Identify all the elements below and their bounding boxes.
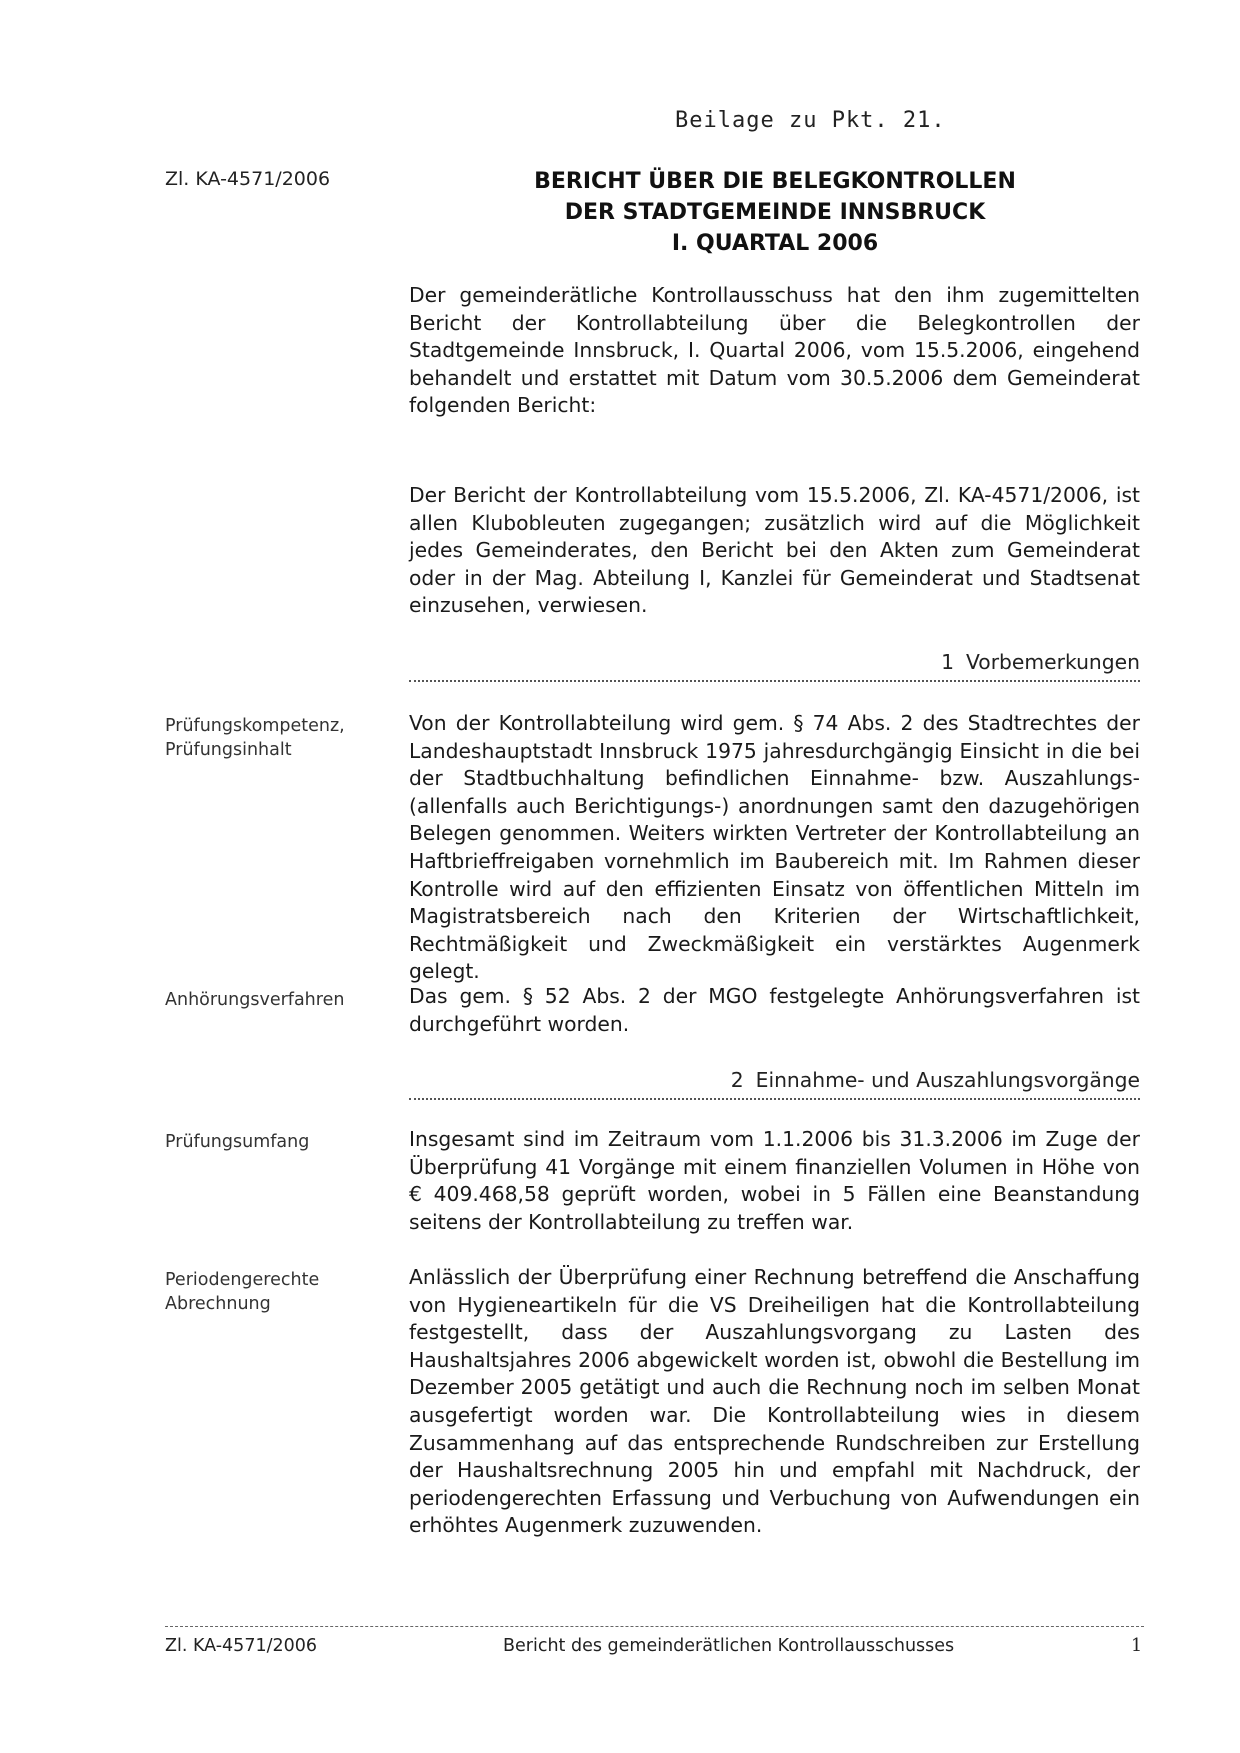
- section-number: 2: [730, 1068, 744, 1092]
- paragraph-periode: Anlässlich der Überprüfung einer Rechnung betreffend die Anschaffung von Hygieneartikeln für die VS Dreiheiligen hat die Kontrollabteilung festgestellt, dass der Auszahlungsvorgang zu Lasten des Haushaltsjahres 2006 abgewickelt worden ist, obwohl die Bestellung im Dezember 2005 getätigt und auch die Rechnung noch im selben Monat ausgefertigt worden war. Die Kontrollabteilung wies in diesem Zusammenhang auf das entsprechende Rundschreiben zur Erstellung der Haushaltsrechnung 2005 hin und empfahl mit Nachdruck, der periodengerechten Erfassung und Verbuchung von Aufwendungen ein erhöhtes Augenmerk zuzuwenden.: [409, 1265, 1140, 1538]
- page-number: 1: [1131, 1636, 1143, 1656]
- section-title: Vorbemerkungen: [965, 650, 1140, 674]
- margin-note-anhoerung: Anhörungsverfahren: [165, 990, 345, 1010]
- title-line-2: DER STADTGEMEINDE INNSBRUCK: [564, 200, 986, 225]
- section-heading-2: [409, 1068, 1140, 1092]
- title-line-3: I. QUARTAL 2006: [671, 231, 879, 256]
- intro-paragraph-1: Der gemeinderätliche Kontrollausschuss hat den ihm zugemittelten Bericht der Kontrollabteilung über die Belegkontrollen der Stadtgemeinde Innsbruck, I. Quartal 2006, vom 15.5.2006, eingehend behandelt und erstattet mit Datum vom 30.5.2006 dem Gemeinderat folgenden Bericht:: [409, 283, 1140, 418]
- section-number: 1: [941, 650, 954, 674]
- section-heading-1: [409, 650, 1140, 674]
- margin-note-umfang: Prüfungsumfang: [165, 1132, 310, 1152]
- attachment-stamp: Beilage zu Pkt. 21.: [675, 108, 946, 133]
- paragraph-anhoerung: Das gem. § 52 Abs. 2 der MGO festgelegte Anhörungsverfahren ist durchgeführt worden.: [409, 984, 1140, 1036]
- paragraph-umfang: Insgesamt sind im Zeitraum vom 1.1.2006 bis 31.3.2006 im Zuge der Überprüfung 41 Vorgänge mit einem finanziellen Volumen in Höhe von € 409.468,58 geprüft worden, wobei in 5 Fällen eine Beanstandung seitens der Kontrollabteilung zu treffen war.: [409, 1127, 1140, 1234]
- reference-number: Zl. KA-4571/2006: [165, 168, 331, 190]
- footer-divider: [165, 1626, 1144, 1627]
- intro-paragraph-2: Der Bericht der Kontrollabteilung vom 15.5.2006, Zl. KA-4571/2006, ist allen Klubobleuten zugegangen; zusätzlich wird auf die Möglichkeit jedes Gemeinderates, den Bericht bei den Akten zum Gemeinderat oder in der Mag. Abteilung I, Kanzlei für Gemeinderat und Stadtsenat einzusehen, verwiesen.: [409, 483, 1140, 618]
- paragraph-kompetenz: Von der Kontrollabteilung wird gem. § 74 Abs. 2 des Stadtrechtes der Landeshauptstadt Innsbruck 1975 jahresdurchgängig Einsicht in die bei der Stadtbuchhaltung befindlichen Einnahme- bzw. Auszahlungs- (allenfalls auch Berichtigungs-) anordnungen samt den dazugehörigen Belegen genommen. Weiters wirkten Vertreter der Kontrollabteilung an Haftbrieffreigaben vornehmlich im Baubereich mit. Im Rahmen dieser Kontrolle wird auf den effizienten Einsatz von öffentlichen Mitteln im Magistratsbereich nach den Kriterien der Wirtschaftlichkeit, Rechtmäßigkeit und Zweckmäßigkeit ein verstärktes Augenmerk gelegt.: [409, 711, 1140, 984]
- section-divider: [409, 680, 1140, 682]
- document-title: [410, 166, 1140, 259]
- footer-reference: Zl. KA-4571/2006: [165, 1636, 318, 1656]
- title-line-1: BERICHT ÜBER DIE BELEGKONTROLLEN: [534, 169, 1016, 194]
- section-title: Einnahme- und Auszahlungsvorgänge: [755, 1068, 1140, 1092]
- margin-note-kompetenz: Prüfungskompetenz, Prüfungsinhalt: [165, 716, 345, 760]
- footer-title: Bericht des gemeinderätlichen Kontrollausschusses: [503, 1636, 955, 1656]
- section-divider: [409, 1098, 1140, 1100]
- margin-note-periode: Periodengerechte Abrechnung: [165, 1270, 320, 1314]
